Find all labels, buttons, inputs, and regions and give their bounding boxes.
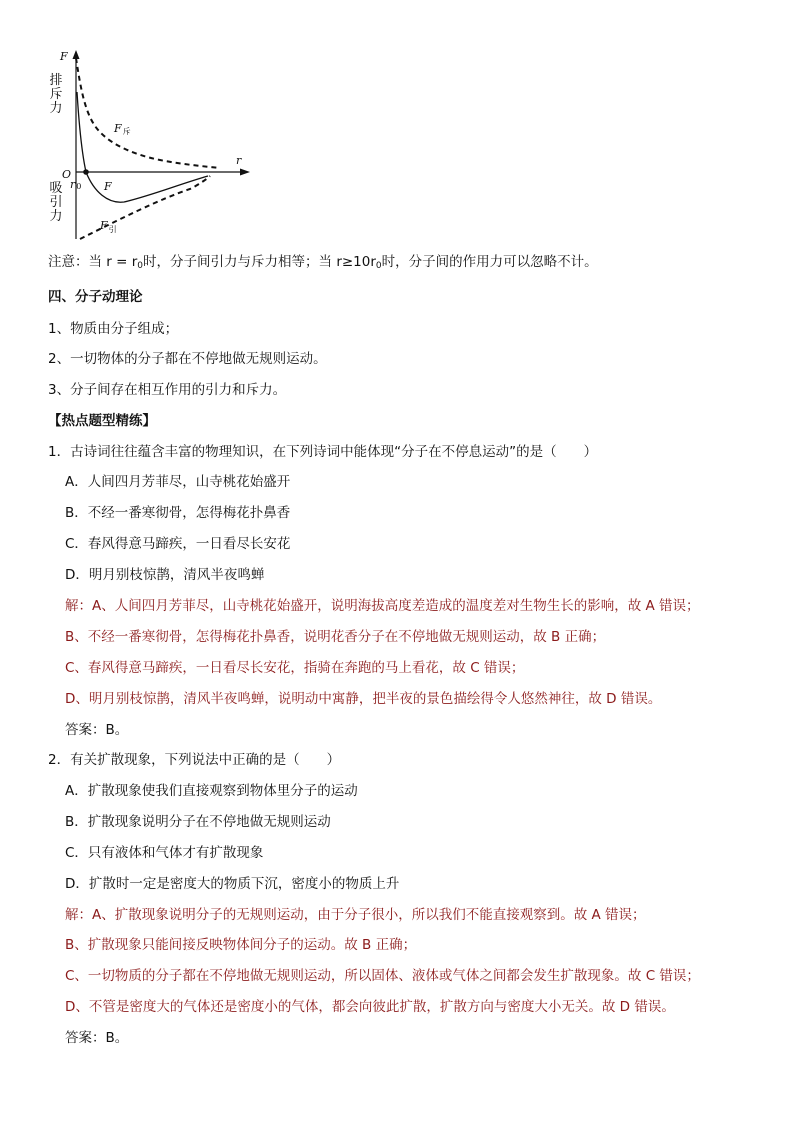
origin-label: O bbox=[62, 168, 72, 181]
x-axis-label: r bbox=[236, 154, 242, 167]
y-axis-label: F bbox=[60, 50, 68, 63]
question-1-option-a: A．人间四月芳菲尽，山寺桃花始盛开 bbox=[65, 474, 291, 490]
force-distance-diagram bbox=[40, 44, 270, 244]
question-2-option-a: A．扩散现象使我们直接观察到物体里分子的运动 bbox=[65, 783, 358, 799]
question-2-option-b: B．扩散现象说明分子在不停地做无规则运动 bbox=[65, 814, 331, 830]
list-item: 2、一切物体的分子都在不停地做无规则运动。 bbox=[48, 351, 327, 367]
net-curve-label: F bbox=[104, 180, 112, 193]
question-2-solution-line: D、不管是密度大的气体还是密度小的气体，都会向彼此扩散，扩散方向与密度大小无关。故 D 错误。 bbox=[65, 999, 675, 1015]
note-line: 注意：当 $r = r_0$时，分子间引力与斥力相等；当 $r\ge 10r_0$时，分子间的作用力可以忽略不计。 bbox=[48, 254, 598, 271]
question-2-stem: 2．有关扩散现象，下列说法中正确的是（ ） bbox=[48, 752, 341, 768]
question-2-solution-line: C、一切物质的分子都在不停地做无规则运动，所以固体、液体或气体之间都会发生扩散现象。故 C 错误； bbox=[65, 968, 700, 984]
question-1-solution-line: C、春风得意马蹄疾，一日看尽长安花，指骑在奔跑的马上看花，故 C 错误； bbox=[65, 660, 525, 676]
attractive-force-label: 吸引力 bbox=[49, 181, 63, 224]
question-2-solution-line: 解：A、扩散现象说明分子的无规则运动，由于分子很小，所以我们不能直接观察到。故 A 错误； bbox=[65, 907, 646, 923]
y-axis-arrow bbox=[73, 50, 80, 59]
question-2-answer: 答案：B。 bbox=[65, 1030, 129, 1046]
question-1-option-b: B．不经一番寒彻骨，怎得梅花扑鼻香 bbox=[65, 505, 291, 521]
question-1-solution-line: D、明月别枝惊鹊，清风半夜鸣蝉，说明动中寓静，把半夜的景色描绘得令人悠然神往，故 D 错误。 bbox=[65, 691, 662, 707]
question-1-stem: 1．古诗词往往蕴含丰富的物理知识，在下列诗词中能体现“分子在不停息运动”的是（ ） bbox=[48, 444, 598, 460]
question-2-option-c: C．只有液体和气体才有扩散现象 bbox=[65, 845, 264, 861]
question-2-solution-line: B、扩散现象只能间接反映物体间分子的运动。故 B 正确； bbox=[65, 937, 417, 953]
r0-point bbox=[83, 169, 89, 175]
repulsive-curve bbox=[76, 58, 220, 168]
repulsive-curve-label: F斥 bbox=[114, 122, 131, 136]
practice-heading: 【热点题型精练】 bbox=[48, 413, 156, 429]
question-1-solution-line: B、不经一番寒彻骨，怎得梅花扑鼻香，说明花香分子在不停地做无规则运动，故 B 正确； bbox=[65, 629, 606, 645]
repulsive-force-label: 排斥力 bbox=[49, 73, 63, 116]
net-force-curve bbox=[77, 92, 208, 202]
question-1-option-d: D．明月别枝惊鹊，清风半夜鸣蝉 bbox=[65, 567, 265, 583]
section-heading: 四、分子动理论 bbox=[48, 289, 143, 305]
x-axis-arrow bbox=[240, 169, 250, 176]
question-1-solution-line: 解：A、人间四月芳菲尽，山寺桃花始盛开，说明海拔高度差造成的温度差对生物生长的影响，故 A 错误； bbox=[65, 598, 700, 614]
attractive-curve-label: $F_引$ bbox=[100, 219, 117, 234]
question-1-option-c: C．春风得意马蹄疾，一日看尽长安花 bbox=[65, 536, 291, 552]
question-1-answer: 答案：B。 bbox=[65, 722, 129, 738]
force-curve-svg bbox=[40, 44, 270, 244]
question-2-option-d: D．扩散时一定是密度大的物质下沉，密度小的物质上升 bbox=[65, 876, 400, 892]
list-item: 3、分子间存在相互作用的引力和斥力。 bbox=[48, 382, 287, 398]
list-item: 1、物质由分子组成； bbox=[48, 321, 179, 337]
r0-label: r0 bbox=[70, 178, 82, 191]
